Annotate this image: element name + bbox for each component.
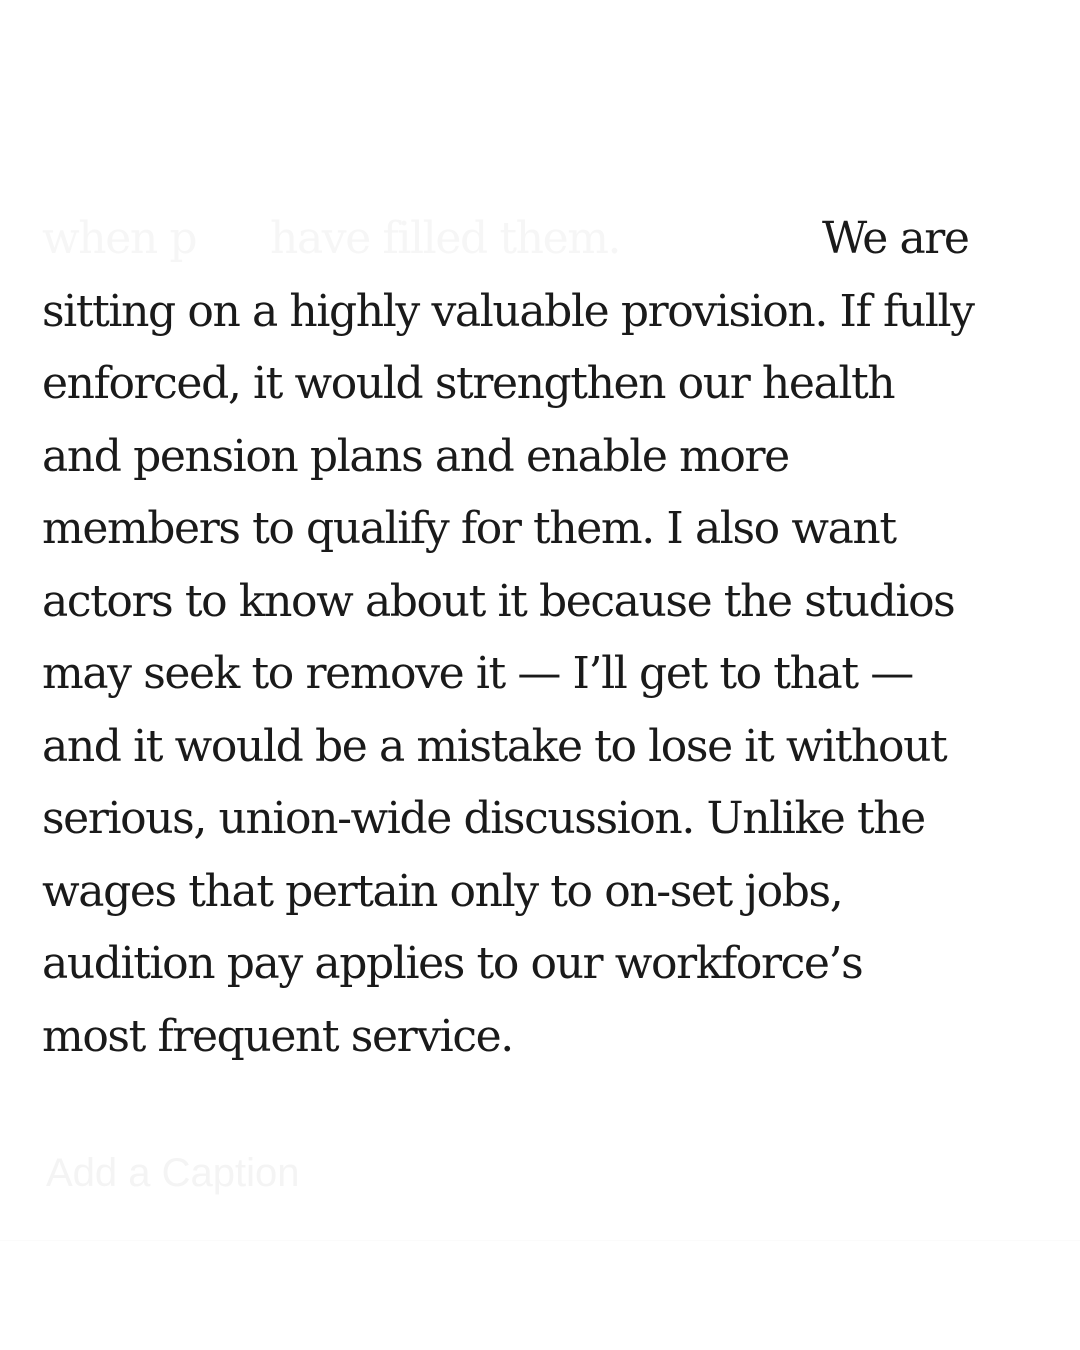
article-text — [42, 203, 1052, 1073]
article-line: actors to know about it because the studios — [42, 575, 955, 627]
faded-previous-text: when p have filled them. — [42, 213, 621, 264]
article-line: audition pay applies to our workforce’s — [42, 938, 863, 989]
article-line: members to qualify for them. I also want — [42, 503, 896, 554]
article-line: enforced, it would strengthen our health — [42, 358, 895, 409]
article-line: wages that pertain only to on-set jobs, — [42, 865, 843, 917]
article-line: may seek to remove it — I’ll get to that — — [42, 648, 913, 699]
article-line: and it would be a mistake to lose it without — [42, 720, 947, 772]
caption-bar — [0, 1130, 1080, 1220]
article-line: and pension plans and enable more — [42, 430, 789, 482]
bottom-divider — [0, 1240, 1080, 1241]
article-line: sitting on a highly valuable provision. If fully — [42, 285, 974, 337]
article-line — [42, 203, 1052, 276]
article-line: most frequent service. — [42, 1010, 513, 1062]
article-line: serious, union-wide discussion. Unlike the — [42, 793, 925, 844]
caption-input[interactable] — [46, 1148, 646, 1198]
article-line-text: We are — [822, 213, 969, 264]
